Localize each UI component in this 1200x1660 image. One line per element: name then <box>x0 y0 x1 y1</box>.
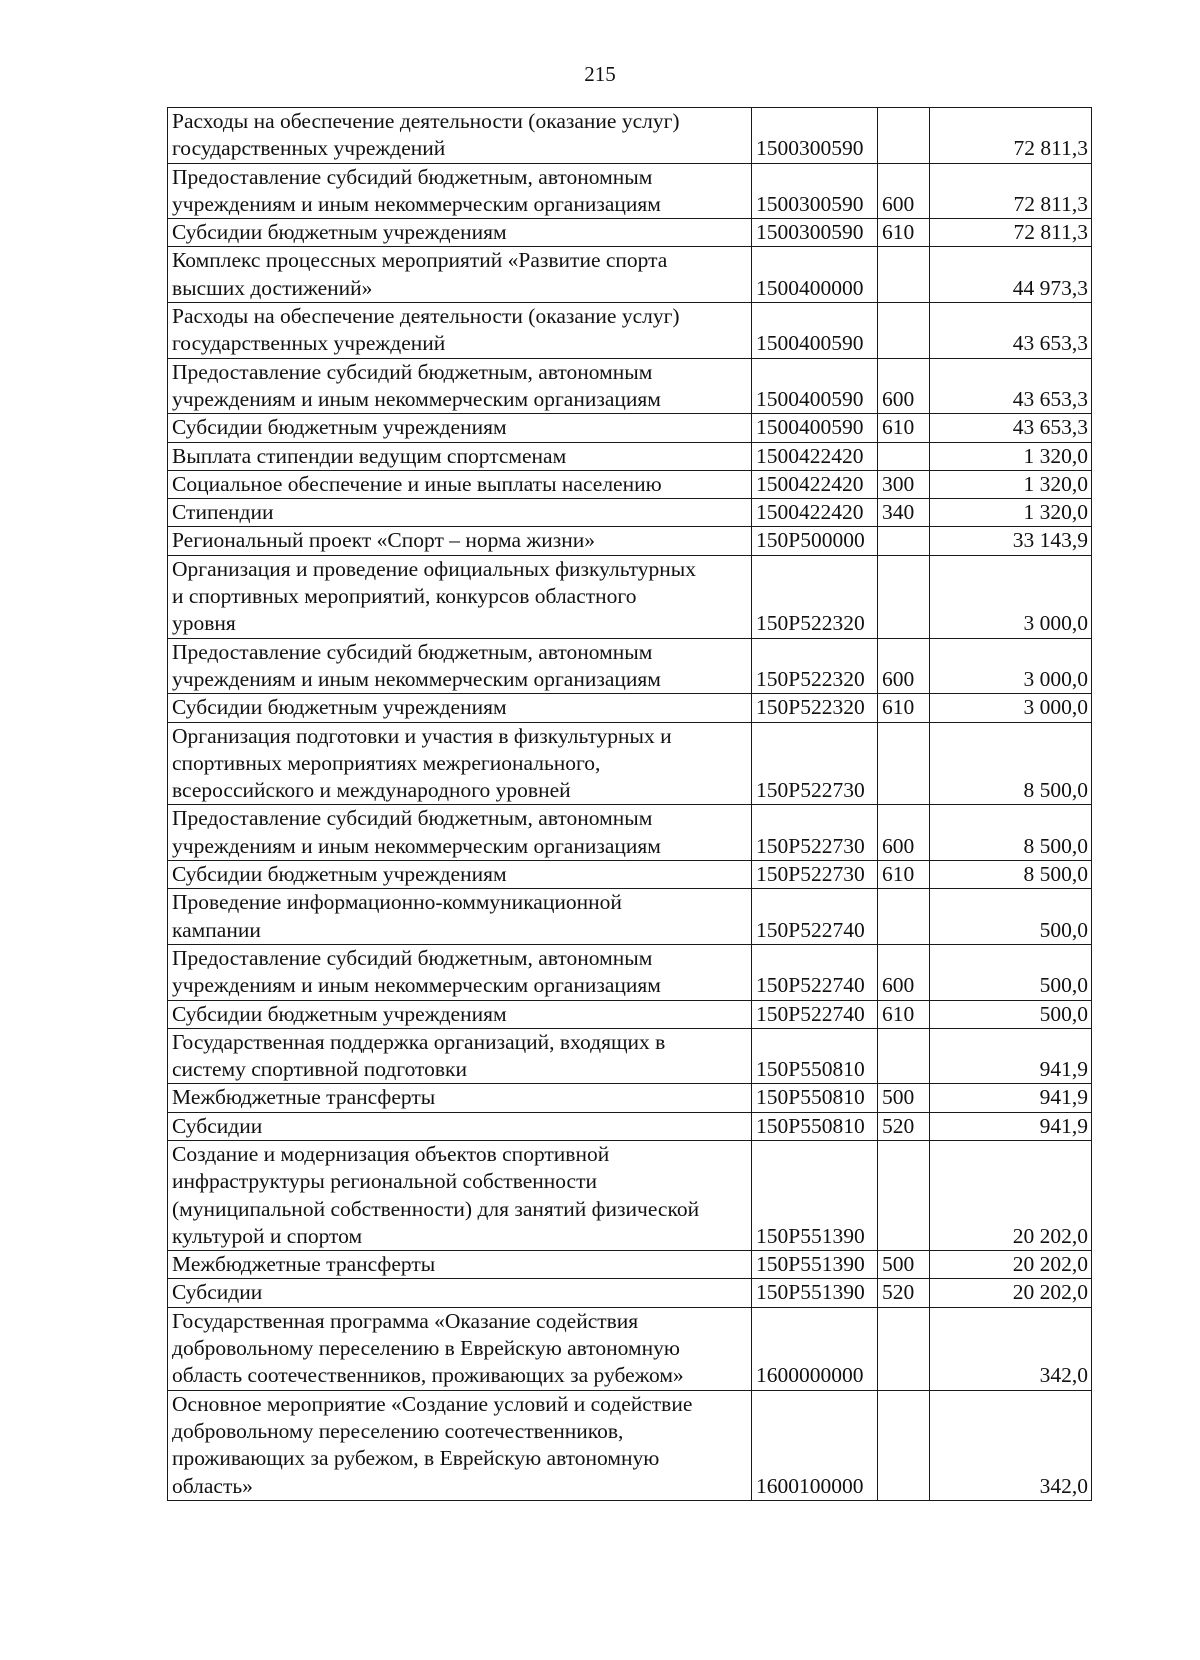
table-row <box>168 1140 1092 1250</box>
row-name-cell: Организация подготовки и участия в физкультурных и спортивных мероприятиях межрегионального, всероссийского и международного уровней <box>168 722 752 805</box>
table-row <box>168 638 1092 694</box>
row-code-cell: 150P522320 <box>752 694 878 722</box>
row-name-cell: Субсидии бюджетным учреждениям <box>168 861 752 889</box>
row-code-cell: 1600100000 <box>752 1390 878 1500</box>
row-name-cell: Расходы на обеспечение деятельности (оказание услуг) государственных учреждений <box>168 303 752 359</box>
row-code-cell: 150P551390 <box>752 1279 878 1307</box>
row-code-cell: 1500422420 <box>752 442 878 470</box>
table-row <box>168 1251 1092 1279</box>
table-row <box>168 108 1092 164</box>
row-name-cell: Субсидии бюджетным учреждениям <box>168 414 752 442</box>
table-row <box>168 1112 1092 1140</box>
row-type-cell <box>878 1140 930 1250</box>
row-amount-cell: 500,0 <box>930 944 1092 1000</box>
row-type-cell: 600 <box>878 944 930 1000</box>
table-row <box>168 163 1092 219</box>
row-type-cell <box>878 442 930 470</box>
row-code-cell: 1500422420 <box>752 470 878 498</box>
row-type-cell <box>878 108 930 164</box>
row-type-cell <box>878 303 930 359</box>
row-type-cell: 610 <box>878 1000 930 1028</box>
row-type-cell: 600 <box>878 638 930 694</box>
row-code-cell: 150P522740 <box>752 944 878 1000</box>
row-code-cell: 1500400590 <box>752 358 878 414</box>
row-name-cell: Субсидии <box>168 1279 752 1307</box>
row-name-cell: Проведение информационно-коммуникационной кампании <box>168 889 752 945</box>
row-amount-cell: 3 000,0 <box>930 555 1092 638</box>
row-code-cell: 1500400590 <box>752 414 878 442</box>
row-code-cell: 150P522320 <box>752 638 878 694</box>
row-code-cell: 150P522740 <box>752 1000 878 1028</box>
row-type-cell: 610 <box>878 861 930 889</box>
table-row <box>168 805 1092 861</box>
table-row <box>168 247 1092 303</box>
row-amount-cell: 33 143,9 <box>930 527 1092 555</box>
row-code-cell: 1500300590 <box>752 219 878 247</box>
row-name-cell: Субсидии бюджетным учреждениям <box>168 1000 752 1028</box>
row-amount-cell: 20 202,0 <box>930 1251 1092 1279</box>
row-amount-cell: 8 500,0 <box>930 722 1092 805</box>
table-row <box>168 1307 1092 1390</box>
row-name-cell: Предоставление субсидий бюджетным, автономным учреждениям и иным некоммерческим организациям <box>168 944 752 1000</box>
row-type-cell: 500 <box>878 1251 930 1279</box>
row-amount-cell: 72 811,3 <box>930 163 1092 219</box>
row-name-cell: Субсидии бюджетным учреждениям <box>168 219 752 247</box>
table-row <box>168 1000 1092 1028</box>
row-type-cell: 600 <box>878 163 930 219</box>
row-name-cell: Организация и проведение официальных физкультурных и спортивных мероприятий, конкурсов областного уровня <box>168 555 752 638</box>
table-row <box>168 1028 1092 1084</box>
row-amount-cell: 3 000,0 <box>930 694 1092 722</box>
row-code-cell: 1500422420 <box>752 499 878 527</box>
row-type-cell: 600 <box>878 805 930 861</box>
row-amount-cell: 72 811,3 <box>930 219 1092 247</box>
row-type-cell <box>878 1307 930 1390</box>
row-type-cell: 500 <box>878 1084 930 1112</box>
table-row <box>168 722 1092 805</box>
row-amount-cell: 941,9 <box>930 1028 1092 1084</box>
row-code-cell: 150P551390 <box>752 1251 878 1279</box>
row-type-cell: 300 <box>878 470 930 498</box>
table-row <box>168 1084 1092 1112</box>
row-type-cell: 600 <box>878 358 930 414</box>
table-row <box>168 219 1092 247</box>
row-name-cell: Предоставление субсидий бюджетным, автономным учреждениям и иным некоммерческим организациям <box>168 163 752 219</box>
row-amount-cell: 1 320,0 <box>930 442 1092 470</box>
row-code-cell: 150P550810 <box>752 1028 878 1084</box>
row-type-cell: 520 <box>878 1112 930 1140</box>
row-amount-cell: 43 653,3 <box>930 303 1092 359</box>
row-name-cell: Стипендии <box>168 499 752 527</box>
table-row <box>168 889 1092 945</box>
table-row <box>168 694 1092 722</box>
table-row <box>168 414 1092 442</box>
row-type-cell: 340 <box>878 499 930 527</box>
budget-table-body <box>168 108 1092 1501</box>
row-type-cell <box>878 722 930 805</box>
page-number: 215 <box>584 62 616 86</box>
row-name-cell: Межбюджетные трансферты <box>168 1084 752 1112</box>
row-code-cell: 150P550810 <box>752 1084 878 1112</box>
row-amount-cell: 3 000,0 <box>930 638 1092 694</box>
row-type-cell <box>878 1390 930 1500</box>
row-amount-cell: 8 500,0 <box>930 861 1092 889</box>
row-code-cell: 150P522730 <box>752 805 878 861</box>
row-name-cell: Социальное обеспечение и иные выплаты населению <box>168 470 752 498</box>
row-code-cell: 150P522730 <box>752 722 878 805</box>
row-code-cell: 150P522320 <box>752 555 878 638</box>
row-name-cell: Создание и модернизация объектов спортивной инфраструктуры региональной собственности (муниципальной собственности) для занятий физической культурой и спортом <box>168 1140 752 1250</box>
row-name-cell: Субсидии <box>168 1112 752 1140</box>
table-row <box>168 555 1092 638</box>
row-type-cell <box>878 1028 930 1084</box>
row-type-cell: 610 <box>878 694 930 722</box>
row-amount-cell: 20 202,0 <box>930 1140 1092 1250</box>
row-amount-cell: 941,9 <box>930 1084 1092 1112</box>
row-code-cell: 150P522730 <box>752 861 878 889</box>
row-code-cell: 1500300590 <box>752 108 878 164</box>
row-name-cell: Предоставление субсидий бюджетным, автономным учреждениям и иным некоммерческим организациям <box>168 638 752 694</box>
row-amount-cell: 342,0 <box>930 1390 1092 1500</box>
row-code-cell: 1500300590 <box>752 163 878 219</box>
row-name-cell: Государственная поддержка организаций, входящих в систему спортивной подготовки <box>168 1028 752 1084</box>
row-name-cell: Предоставление субсидий бюджетным, автономным учреждениям и иным некоммерческим организациям <box>168 805 752 861</box>
row-amount-cell: 1 320,0 <box>930 470 1092 498</box>
row-amount-cell: 1 320,0 <box>930 499 1092 527</box>
row-amount-cell: 500,0 <box>930 1000 1092 1028</box>
row-code-cell: 150P522740 <box>752 889 878 945</box>
row-name-cell: Основное мероприятие «Создание условий и содействие добровольному переселению соотечественников, проживающих за рубежом, в Еврейскую автономную область» <box>168 1390 752 1500</box>
row-amount-cell: 43 653,3 <box>930 414 1092 442</box>
table-row <box>168 499 1092 527</box>
row-type-cell: 520 <box>878 1279 930 1307</box>
row-amount-cell: 72 811,3 <box>930 108 1092 164</box>
row-type-cell <box>878 555 930 638</box>
table-row <box>168 527 1092 555</box>
row-code-cell: 1600000000 <box>752 1307 878 1390</box>
row-code-cell: 150P550810 <box>752 1112 878 1140</box>
row-amount-cell: 20 202,0 <box>930 1279 1092 1307</box>
row-amount-cell: 342,0 <box>930 1307 1092 1390</box>
row-code-cell: 150P551390 <box>752 1140 878 1250</box>
row-name-cell: Межбюджетные трансферты <box>168 1251 752 1279</box>
row-code-cell: 1500400590 <box>752 303 878 359</box>
row-name-cell: Предоставление субсидий бюджетным, автономным учреждениям и иным некоммерческим организациям <box>168 358 752 414</box>
table-row <box>168 1390 1092 1500</box>
table-row <box>168 470 1092 498</box>
row-amount-cell: 43 653,3 <box>930 358 1092 414</box>
budget-table <box>167 107 1092 1501</box>
table-row <box>168 442 1092 470</box>
row-type-cell: 610 <box>878 219 930 247</box>
row-type-cell <box>878 247 930 303</box>
table-row <box>168 944 1092 1000</box>
row-amount-cell: 941,9 <box>930 1112 1092 1140</box>
table-row <box>168 358 1092 414</box>
row-name-cell: Государственная программа «Оказание содействия добровольному переселению в Еврейскую автономную область соотечественников, проживающих за рубежом» <box>168 1307 752 1390</box>
table-row <box>168 1279 1092 1307</box>
row-name-cell: Выплата стипендии ведущим спортсменам <box>168 442 752 470</box>
table-row <box>168 861 1092 889</box>
row-code-cell: 1500400000 <box>752 247 878 303</box>
row-code-cell: 150P500000 <box>752 527 878 555</box>
row-name-cell: Региональный проект «Спорт – норма жизни» <box>168 527 752 555</box>
table-row <box>168 303 1092 359</box>
row-name-cell: Расходы на обеспечение деятельности (оказание услуг) государственных учреждений <box>168 108 752 164</box>
row-type-cell <box>878 889 930 945</box>
row-amount-cell: 8 500,0 <box>930 805 1092 861</box>
row-name-cell: Комплекс процессных мероприятий «Развитие спорта высших достижений» <box>168 247 752 303</box>
row-type-cell <box>878 527 930 555</box>
row-amount-cell: 500,0 <box>930 889 1092 945</box>
row-name-cell: Субсидии бюджетным учреждениям <box>168 694 752 722</box>
row-type-cell: 610 <box>878 414 930 442</box>
row-amount-cell: 44 973,3 <box>930 247 1092 303</box>
